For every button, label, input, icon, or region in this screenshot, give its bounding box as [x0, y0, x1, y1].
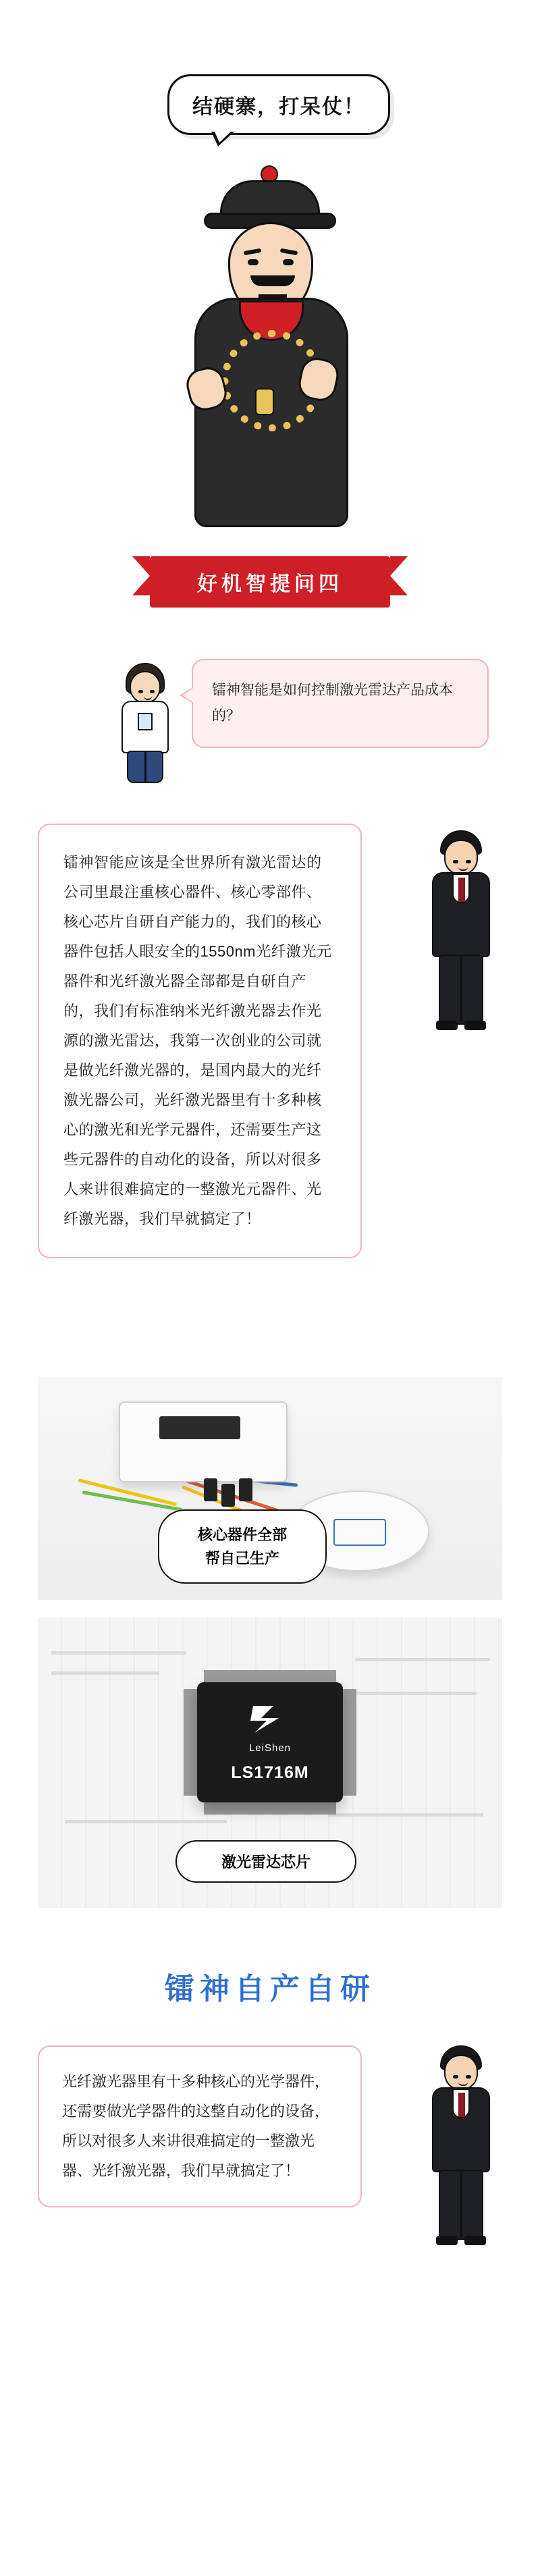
eye-right-icon — [150, 690, 155, 693]
answer-section — [0, 824, 540, 1337]
eye-right-icon — [466, 860, 471, 863]
chip-pins-right — [343, 1689, 356, 1796]
shoe-left-icon — [436, 2236, 458, 2245]
smile-icon — [144, 695, 152, 700]
pcb-trace — [51, 1651, 186, 1655]
answer-bubble: 镭神智能应该是全世界所有激光雷达的公司里最注重核心器件、核心零部件、核心芯片自研自产能力的，我们的核心器件包括人眼安全的1550nm光纤激光元器件和光纤激光器全部都是自研自产的，我们有标准纳米光纤激光器去作光源的激光雷达，我第一次创业的公司就是做光纤激光器的，是国内最大的光纤激光器公司，光纤激光器里有十多种核心的激光和光学元器件，还需要生产这些元器件的自动化的设备，所以对很多人来讲很难搞定的一整激光元器件、光纤激光器，我们早就搞定了！ — [38, 824, 362, 1258]
shoe-right-icon — [464, 2236, 486, 2245]
shoe-left-icon — [436, 1021, 458, 1030]
eye-left-icon — [138, 690, 143, 693]
chip-brand-label: LeiShen — [248, 1742, 292, 1754]
chip-pins-bottom — [204, 1802, 336, 1815]
connector-2 — [221, 1484, 235, 1507]
connector-1 — [204, 1478, 217, 1501]
device-photo-caption — [158, 1509, 327, 1584]
chip-photo-caption: 激光雷达芯片 — [176, 1840, 356, 1883]
connector-3 — [239, 1478, 252, 1501]
eye-right-icon — [466, 2075, 471, 2078]
mouth-icon — [458, 2082, 468, 2086]
eye-left-icon — [248, 259, 259, 265]
face-shape — [130, 671, 161, 703]
shoe-right-icon — [464, 1021, 486, 1030]
male-executive-character-2 — [417, 2045, 505, 2248]
chip-pins-top — [204, 1670, 336, 1682]
laser-controller-unit — [119, 1401, 288, 1482]
chip-photo — [38, 1617, 502, 1908]
leishen-logo-icon — [246, 1702, 294, 1737]
leg-divider — [144, 752, 146, 782]
tie-icon — [458, 2093, 465, 2117]
pcb-trace — [355, 1692, 477, 1695]
pcb-trace — [355, 1658, 490, 1661]
hero-speech-bubble: 结硬寨，打呆仗！ — [167, 74, 390, 135]
pcb-trace — [328, 1813, 483, 1817]
pcb-trace — [51, 1671, 159, 1675]
device-photo — [38, 1377, 502, 1600]
qing-official-character — [181, 165, 363, 543]
mustache-icon — [250, 275, 295, 286]
optical-module-window — [333, 1519, 386, 1546]
caption-line-1: 核心器件全部 — [197, 1526, 287, 1543]
hero-section — [0, 0, 540, 581]
tie-icon — [458, 878, 465, 902]
device-display — [159, 1416, 240, 1439]
face-shape — [444, 2055, 478, 2090]
chip-pins-left — [184, 1689, 197, 1796]
section-banner: 好机智提问四 — [150, 556, 390, 608]
eyebrow-right-icon — [280, 248, 298, 255]
question-bubble: 镭神智能是如何控制激光雷达产品成本的？ — [192, 659, 489, 748]
caption-line-2: 帮自己生产 — [205, 1550, 279, 1567]
robe-knot-icon — [255, 388, 274, 415]
eye-left-icon — [453, 2075, 458, 2078]
lidar-chip — [197, 1682, 343, 1802]
mouth-icon — [458, 867, 468, 871]
eye-left-icon — [453, 860, 458, 863]
leg-divider — [460, 2171, 462, 2237]
eye-right-icon — [283, 259, 294, 265]
badge-icon — [138, 713, 153, 730]
face-shape — [444, 840, 478, 875]
female-doctor-character — [108, 663, 182, 784]
headline-text: 镭神自产自研 — [165, 1973, 375, 2006]
eyebrow-left-icon — [244, 248, 262, 255]
chip-part-number: LS1716M — [231, 1763, 309, 1782]
final-answer-section — [0, 2045, 540, 2268]
male-executive-character — [417, 830, 505, 1033]
final-answer-bubble: 光纤激光器里有十多种核心的光学器件，还需要做光学器件的这整自动化的设备，所以对很多人来讲很难搞定的一整激光器、光纤激光器，我们早就搞定了！ — [38, 2045, 362, 2207]
question-section — [0, 647, 540, 788]
leg-divider — [460, 956, 462, 1022]
pcb-trace — [65, 1820, 227, 1823]
